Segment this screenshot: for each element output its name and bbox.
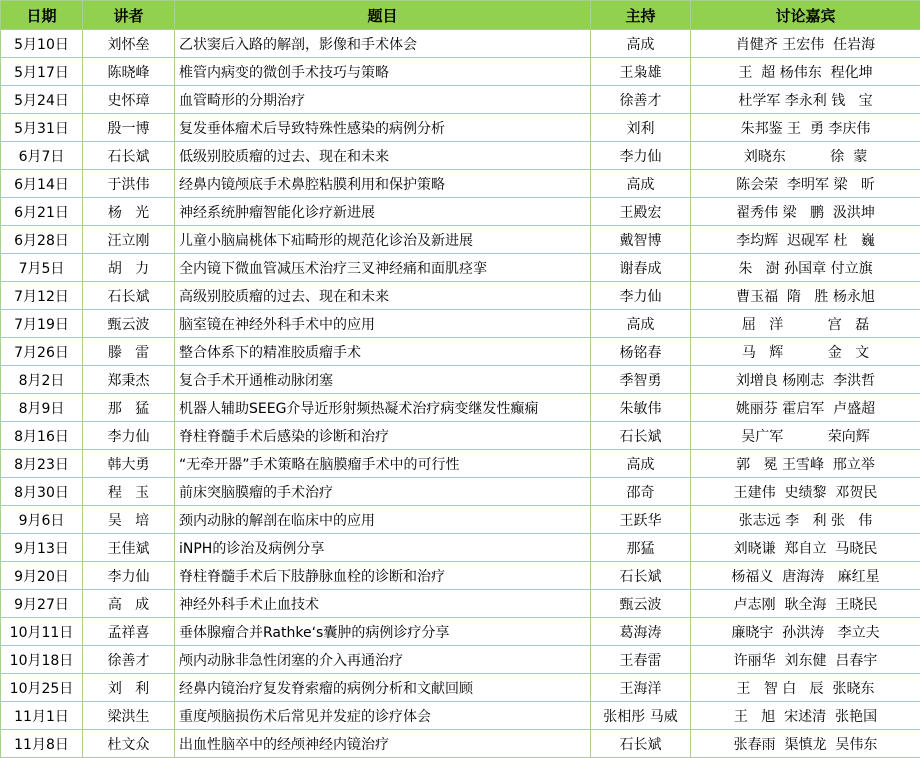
cell-topic: 脊柱脊髓手术后下肢静脉血栓的诊断和治疗: [175, 562, 591, 590]
table-row: [1, 422, 920, 450]
cell-date: 8月2日: [1, 366, 83, 394]
cell-host: 高成: [591, 170, 691, 198]
cell-guests: 王 智 白 辰 张晓东: [691, 674, 920, 702]
cell-guests: 朱邦鉴 王 勇 李庆伟: [691, 114, 920, 142]
cell-topic: 高级别胶质瘤的过去、现在和未来: [175, 282, 591, 310]
cell-speaker: 程 玉: [83, 478, 175, 506]
cell-topic: 复合手术开通椎动脉闭塞: [175, 366, 591, 394]
cell-guests: 屈 洋 宫 磊: [691, 310, 920, 338]
cell-topic: iNPH的诊治及病例分享: [175, 534, 591, 562]
cell-date: 10月25日: [1, 674, 83, 702]
cell-guests: 曹玉福 隋 胜 杨永旭: [691, 282, 920, 310]
cell-guests: 王建伟 史绩黎 邓贺民: [691, 478, 920, 506]
table-row: [1, 366, 920, 394]
schedule-body: [1, 30, 920, 758]
table-row: [1, 142, 920, 170]
table-row: [1, 534, 920, 562]
cell-speaker: 李力仙: [83, 422, 175, 450]
table-row: [1, 86, 920, 114]
cell-host: 高成: [591, 450, 691, 478]
cell-date: 9月13日: [1, 534, 83, 562]
table-row: [1, 590, 920, 618]
cell-date: 6月14日: [1, 170, 83, 198]
table-row: [1, 58, 920, 86]
cell-speaker: 汪立刚: [83, 226, 175, 254]
cell-date: 11月8日: [1, 730, 83, 758]
cell-speaker: 那 猛: [83, 394, 175, 422]
cell-topic: 颅内动脉非急性闭塞的介入再通治疗: [175, 646, 591, 674]
table-row: [1, 702, 920, 730]
cell-host: 李力仙: [591, 142, 691, 170]
cell-speaker: 刘 利: [83, 674, 175, 702]
cell-topic: 出血性脑卒中的经颅神经内镜治疗: [175, 730, 591, 758]
cell-speaker: 史怀璋: [83, 86, 175, 114]
cell-speaker: 郑秉杰: [83, 366, 175, 394]
cell-host: 王春雷: [591, 646, 691, 674]
cell-speaker: 胡 力: [83, 254, 175, 282]
cell-topic: 血管畸形的分期治疗: [175, 86, 591, 114]
cell-date: 6月21日: [1, 198, 83, 226]
cell-topic: 经鼻内镜治疗复发脊索瘤的病例分析和文献回顾: [175, 674, 591, 702]
cell-host: 徐善才: [591, 86, 691, 114]
cell-host: 高成: [591, 310, 691, 338]
cell-topic: 机器人辅助SEEG介导近形射频热凝术治疗病变继发性癫痫: [175, 394, 591, 422]
cell-speaker: 梁洪生: [83, 702, 175, 730]
cell-guests: 卢志刚 耿全海 王晓民: [691, 590, 920, 618]
cell-host: 谢春成: [591, 254, 691, 282]
cell-speaker: 李力仙: [83, 562, 175, 590]
cell-topic: 脊柱脊髓手术后感染的诊断和治疗: [175, 422, 591, 450]
cell-date: 11月1日: [1, 702, 83, 730]
cell-speaker: 于洪伟: [83, 170, 175, 198]
table-row: [1, 30, 920, 58]
cell-host: 邵奇: [591, 478, 691, 506]
cell-topic: 整合体系下的精准胶质瘤手术: [175, 338, 591, 366]
cell-topic: 垂体腺瘤合并Rathke‘s囊肿的病例诊疗分享: [175, 618, 591, 646]
cell-guests: 肖健齐 王宏伟 任岩海: [691, 30, 920, 58]
cell-date: 5月17日: [1, 58, 83, 86]
cell-speaker: 甄云波: [83, 310, 175, 338]
table-row: [1, 646, 920, 674]
cell-guests: 杨福义 唐海涛 麻红星: [691, 562, 920, 590]
cell-host: 杨铭春: [591, 338, 691, 366]
cell-guests: 王 超 杨伟东 程化坤: [691, 58, 920, 86]
cell-guests: 刘晓东 徐 蒙: [691, 142, 920, 170]
cell-speaker: 高 成: [83, 590, 175, 618]
cell-topic: 重度颅脑损伤术后常见并发症的诊疗体会: [175, 702, 591, 730]
cell-date: 6月28日: [1, 226, 83, 254]
cell-date: 7月12日: [1, 282, 83, 310]
cell-date: 8月30日: [1, 478, 83, 506]
cell-date: 7月19日: [1, 310, 83, 338]
cell-topic: 经鼻内镜颅底手术鼻腔粘膜利用和保护策略: [175, 170, 591, 198]
cell-date: 10月18日: [1, 646, 83, 674]
cell-host: 石长斌: [591, 730, 691, 758]
cell-date: 5月31日: [1, 114, 83, 142]
cell-topic: 神经外科手术止血技术: [175, 590, 591, 618]
cell-speaker: 陈晓峰: [83, 58, 175, 86]
cell-date: 9月27日: [1, 590, 83, 618]
cell-guests: 郭 冕 王雪峰 邢立举: [691, 450, 920, 478]
cell-date: 8月16日: [1, 422, 83, 450]
table-row: [1, 450, 920, 478]
cell-host: 那猛: [591, 534, 691, 562]
cell-topic: 神经系统肿瘤智能化诊疗新进展: [175, 198, 591, 226]
cell-guests: 李均辉 迟砚军 杜 巍: [691, 226, 920, 254]
cell-date: 5月24日: [1, 86, 83, 114]
header-date: 日期: [1, 1, 83, 30]
cell-speaker: 王佳斌: [83, 534, 175, 562]
cell-topic: “无牵开器”手术策略在脑膜瘤手术中的可行性: [175, 450, 591, 478]
table-row: [1, 674, 920, 702]
table-row: [1, 506, 920, 534]
table-row: [1, 226, 920, 254]
cell-host: 王殿宏: [591, 198, 691, 226]
cell-guests: 姚丽芬 霍启军 卢盛超: [691, 394, 920, 422]
header-speaker: 讲者: [83, 1, 175, 30]
table-row: [1, 338, 920, 366]
cell-topic: 儿童小脑扁桃体下疝畸形的规范化诊治及新进展: [175, 226, 591, 254]
cell-date: 5月10日: [1, 30, 83, 58]
cell-topic: 乙状窦后入路的解剖，影像和手术体会: [175, 30, 591, 58]
table-row: [1, 254, 920, 282]
cell-date: 7月5日: [1, 254, 83, 282]
header-guests: 讨论嘉宾: [691, 1, 920, 30]
cell-date: 10月11日: [1, 618, 83, 646]
header-topic: 题目: [175, 1, 591, 30]
cell-date: 8月23日: [1, 450, 83, 478]
cell-speaker: 徐善才: [83, 646, 175, 674]
table-row: [1, 310, 920, 338]
table-row: [1, 562, 920, 590]
cell-host: 石长斌: [591, 422, 691, 450]
cell-guests: 刘增良 杨刚志 李洪哲: [691, 366, 920, 394]
cell-host: 李力仙: [591, 282, 691, 310]
cell-topic: 脑室镜在神经外科手术中的应用: [175, 310, 591, 338]
cell-guests: 朱 澍 孙国章 付立旗: [691, 254, 920, 282]
cell-date: 8月9日: [1, 394, 83, 422]
cell-host: 刘利: [591, 114, 691, 142]
cell-topic: 低级别胶质瘤的过去、现在和未来: [175, 142, 591, 170]
cell-host: 王枭雄: [591, 58, 691, 86]
cell-speaker: 吴 培: [83, 506, 175, 534]
cell-speaker: 石长斌: [83, 282, 175, 310]
cell-speaker: 刘怀垒: [83, 30, 175, 58]
cell-topic: 全内镜下微血管减压术治疗三叉神经痛和面肌痉挛: [175, 254, 591, 282]
cell-guests: 杜学军 李永利 钱 宝: [691, 86, 920, 114]
table-row: [1, 114, 920, 142]
cell-date: 9月20日: [1, 562, 83, 590]
header-row: [1, 1, 920, 30]
cell-host: 张相彤 马威: [591, 702, 691, 730]
cell-speaker: 杨 光: [83, 198, 175, 226]
cell-host: 甄云波: [591, 590, 691, 618]
cell-guests: 许丽华 刘东健 吕春宇: [691, 646, 920, 674]
cell-guests: 刘晓谦 郑自立 马晓民: [691, 534, 920, 562]
cell-guests: 马 辉 金 文: [691, 338, 920, 366]
cell-guests: 吴广军 荣向辉: [691, 422, 920, 450]
cell-host: 朱敏伟: [591, 394, 691, 422]
cell-speaker: 杜文众: [83, 730, 175, 758]
cell-host: 季智勇: [591, 366, 691, 394]
cell-host: 王海洋: [591, 674, 691, 702]
cell-date: 7月26日: [1, 338, 83, 366]
cell-guests: 张志远 李 利 张 伟: [691, 506, 920, 534]
table-row: [1, 618, 920, 646]
table-row: [1, 170, 920, 198]
cell-topic: 颈内动脉的解剖在临床中的应用: [175, 506, 591, 534]
cell-guests: 廉晓宇 孙洪涛 李立夫: [691, 618, 920, 646]
cell-date: 6月7日: [1, 142, 83, 170]
cell-host: 高成: [591, 30, 691, 58]
cell-speaker: 孟祥喜: [83, 618, 175, 646]
cell-topic: 前床突脑膜瘤的手术治疗: [175, 478, 591, 506]
cell-speaker: 韩大勇: [83, 450, 175, 478]
cell-guests: 翟秀伟 梁 鹏 汲洪坤: [691, 198, 920, 226]
cell-speaker: 殷一博: [83, 114, 175, 142]
cell-host: 石长斌: [591, 562, 691, 590]
table-row: [1, 730, 920, 758]
table-row: [1, 394, 920, 422]
table-row: [1, 478, 920, 506]
header-host: 主持: [591, 1, 691, 30]
table-row: [1, 282, 920, 310]
cell-host: 葛海涛: [591, 618, 691, 646]
cell-speaker: 滕 雷: [83, 338, 175, 366]
cell-speaker: 石长斌: [83, 142, 175, 170]
cell-topic: 复发垂体瘤术后导致特殊性感染的病例分析: [175, 114, 591, 142]
cell-host: 戴智博: [591, 226, 691, 254]
cell-host: 王跃华: [591, 506, 691, 534]
cell-date: 9月6日: [1, 506, 83, 534]
cell-guests: 王 旭 宋述清 张艳国: [691, 702, 920, 730]
cell-guests: 张春雨 渠慎龙 吴伟东: [691, 730, 920, 758]
cell-topic: 椎管内病变的微创手术技巧与策略: [175, 58, 591, 86]
table-row: [1, 198, 920, 226]
cell-guests: 陈会荣 李明军 梁 昕: [691, 170, 920, 198]
